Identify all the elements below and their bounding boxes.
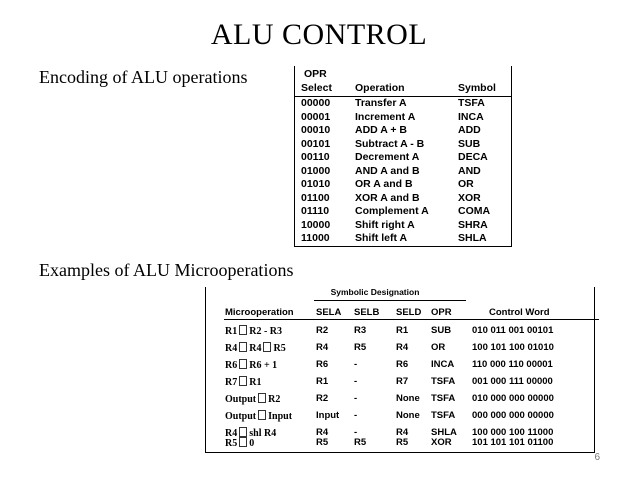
control-word: 010 000 000 00000 — [472, 393, 554, 404]
table-row — [206, 325, 594, 341]
operation-name: AND A and B — [355, 164, 420, 177]
operation-name: Shift right A — [355, 218, 415, 231]
seld-value: R4 — [396, 342, 409, 353]
table-row — [295, 97, 511, 111]
sela-value: Input — [316, 410, 340, 421]
or-glyph-box — [263, 342, 271, 352]
operation-symbol: COMA — [458, 205, 491, 217]
opr-value: TSFA — [431, 410, 456, 421]
microoperation: Output R2 — [225, 394, 281, 405]
opr-code: 00110 — [301, 151, 330, 163]
opr-value: SHLA — [431, 427, 457, 438]
header-select: Select — [301, 82, 332, 94]
control-word: 001 000 111 00000 — [472, 376, 553, 387]
opr-value: INCA — [431, 359, 455, 370]
selb-value: - — [354, 410, 358, 421]
sela-value: R4 — [316, 342, 329, 353]
seld-value: R5 — [396, 437, 409, 448]
operation-name: Complement A — [355, 205, 429, 217]
slide-title: ALU CONTROL — [210, 18, 428, 51]
control-word: 110 000 110 00001 — [472, 359, 553, 370]
assign-glyph-box — [258, 410, 266, 420]
table-row — [295, 178, 511, 192]
opr-code: 00101 — [301, 137, 331, 150]
table-row — [206, 359, 594, 375]
seld-value: None — [396, 393, 420, 404]
opr-value: OR — [431, 342, 446, 353]
seld-value: None — [396, 410, 420, 421]
microoperation: R5 0 — [225, 438, 255, 449]
opr-code: 00000 — [301, 97, 331, 109]
operation-name: OR A and B — [355, 178, 413, 190]
operation-symbol: INCA — [458, 110, 484, 123]
sela-value: R6 — [316, 359, 329, 370]
opr-overline — [436, 300, 466, 301]
alu-encoding-table — [294, 66, 512, 247]
operation-symbol: ADD — [458, 124, 481, 136]
table-row — [295, 205, 511, 219]
encoding-heading: Encoding of ALU operations — [39, 67, 248, 87]
table-row — [206, 376, 594, 392]
table-row — [295, 124, 511, 138]
operation-symbol: SHRA — [458, 218, 488, 231]
header-divider — [224, 319, 599, 320]
opr-code: 01010 — [301, 178, 331, 190]
opr-value: TSFA — [431, 393, 456, 404]
sela-value: R5 — [316, 437, 329, 448]
operation-symbol: TSFA — [458, 97, 485, 109]
operation-name: ADD A + B — [355, 124, 408, 136]
operation-symbol: XOR — [458, 191, 481, 204]
control-word: 101 101 101 01100 — [472, 437, 554, 448]
group-underline — [314, 300, 436, 301]
microoperation: Output Input — [225, 411, 293, 422]
microoperation: R4 R4 R5 — [225, 343, 286, 354]
operation-name: Increment A — [355, 110, 416, 123]
assign-glyph-box — [239, 437, 247, 447]
selb-value: R3 — [354, 325, 367, 336]
assign-glyph-box — [239, 359, 247, 369]
assign-glyph-box — [239, 342, 247, 352]
microoperation: R4 shl R4 — [225, 428, 277, 439]
page-number: 6 — [594, 452, 600, 463]
operation-name: Transfer A — [355, 97, 407, 109]
microoperation: R7 R1 — [225, 377, 262, 388]
operation-symbol: DECA — [458, 151, 488, 163]
header-control-word: Control Word — [489, 307, 550, 318]
sela-value: R1 — [316, 376, 329, 387]
selb-value: - — [354, 427, 358, 438]
table-row — [206, 342, 594, 358]
assign-glyph-box — [239, 325, 247, 335]
header-opr: OPR — [431, 307, 452, 318]
encoding-table-header — [295, 66, 511, 97]
table-row — [295, 219, 511, 233]
operation-symbol: OR — [458, 178, 474, 190]
opr-code: 01000 — [301, 164, 331, 177]
opr-code: 10000 — [301, 218, 331, 231]
opr-code: 01100 — [301, 191, 330, 204]
table-row — [295, 151, 511, 165]
operation-name: Shift left A — [355, 232, 408, 244]
opr-value: TSFA — [431, 376, 456, 387]
operation-name: Subtract A - B — [355, 137, 425, 150]
assign-glyph-box — [258, 393, 266, 403]
symbolic-designation-header: Symbolic Designation — [330, 287, 420, 297]
table-row — [295, 192, 511, 206]
table-row — [206, 437, 594, 453]
header-symbol: Symbol — [458, 82, 496, 94]
opr-value: XOR — [431, 437, 452, 448]
examples-heading: Examples of ALU Microoperations — [39, 260, 294, 280]
control-word: 100 000 100 11000 — [472, 427, 554, 438]
seld-value: R1 — [396, 325, 409, 336]
sela-value: R4 — [316, 427, 329, 438]
operation-name: Decrement A — [355, 151, 420, 163]
control-word: 000 000 000 00000 — [472, 410, 554, 421]
operation-symbol: AND — [458, 164, 481, 177]
sela-value: R2 — [316, 393, 329, 404]
opr-code: 00001 — [301, 110, 331, 123]
selb-value: - — [354, 376, 358, 387]
header-seld: SELD — [396, 307, 422, 318]
header-opr: OPR — [304, 68, 327, 80]
table-row — [295, 111, 511, 125]
opr-code: 00010 — [301, 124, 331, 136]
microoperation: R1 R2 - R3 — [225, 326, 283, 337]
operation-name: XOR A and B — [355, 191, 420, 204]
operation-symbol: SHLA — [458, 232, 487, 244]
header-operation: Operation — [355, 82, 405, 94]
opr-code: 11000 — [301, 232, 330, 244]
header-sela: SELA — [316, 307, 342, 318]
control-word: 100 101 100 01010 — [472, 342, 554, 353]
table-row — [295, 138, 511, 152]
seld-value: R6 — [396, 359, 409, 370]
operation-symbol: SUB — [458, 137, 481, 150]
opr-value: SUB — [431, 325, 452, 336]
opr-code: 01110 — [301, 205, 330, 217]
assign-glyph-box — [239, 376, 247, 386]
selb-value: R5 — [354, 437, 367, 448]
seld-value: R4 — [396, 427, 409, 438]
assign-glyph-box — [239, 427, 247, 437]
table-row — [295, 232, 511, 246]
table-row — [295, 165, 511, 179]
sela-value: R2 — [316, 325, 329, 336]
seld-value: R7 — [396, 376, 409, 387]
header-selb: SELB — [354, 307, 380, 318]
control-word: 010 011 001 00101 — [472, 325, 554, 336]
header-microoperation: Microoperation — [225, 307, 294, 318]
selb-value: - — [354, 359, 358, 370]
table-row — [206, 393, 594, 409]
table-row — [206, 410, 594, 426]
alu-microoperations-table — [205, 287, 595, 453]
selb-value: R5 — [354, 342, 367, 353]
microoperation: R6 R6 + 1 — [225, 360, 278, 371]
selb-value: - — [354, 393, 358, 404]
